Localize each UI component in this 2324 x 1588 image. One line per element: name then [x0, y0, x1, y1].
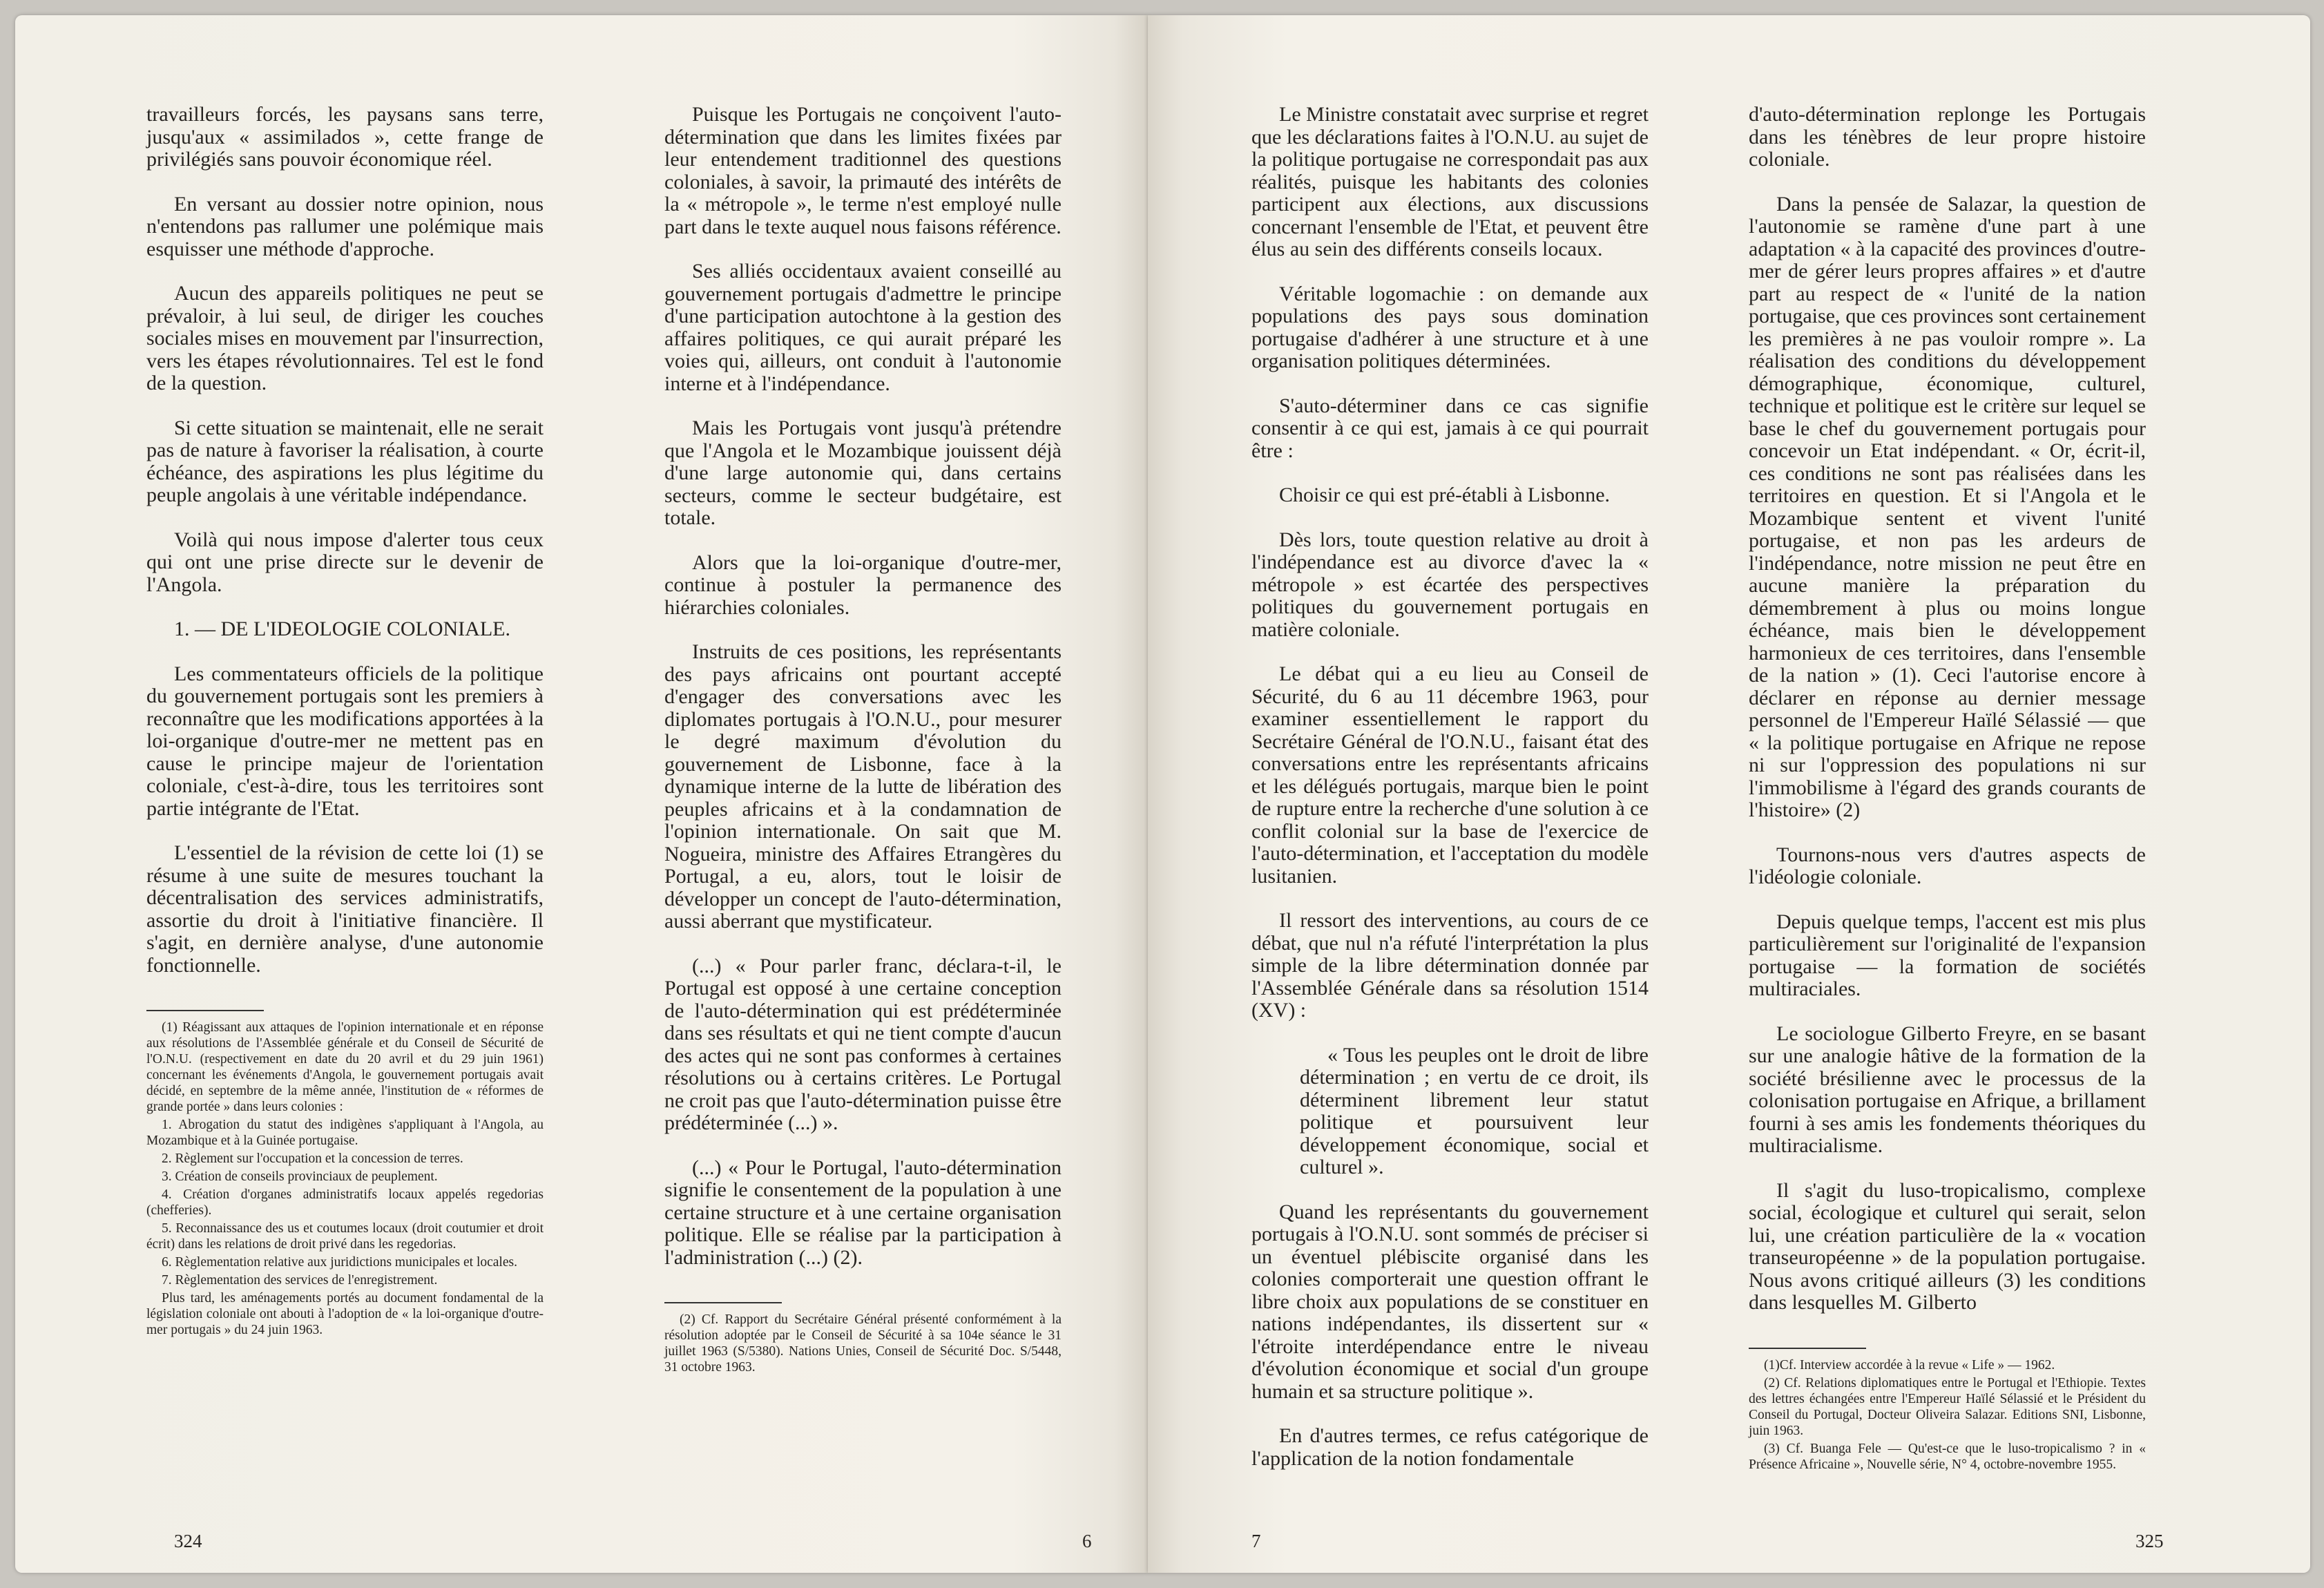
- right-page: [1148, 15, 2310, 1573]
- paragraph: Choisir ce qui est pré-établi à Lisbonne.: [1279, 484, 1611, 506]
- column-4: [1749, 104, 2146, 1475]
- footnotes: [664, 1312, 1062, 1375]
- paragraph: En d'autres termes, ce refus catégorique de l'application de la notion fondamentale: [1251, 1424, 1649, 1470]
- footnote: 5. Reconnaissance des us et coutumes locaux (droit coutumier et droit écrit) dans les relations de droit privé dans les regedorias.: [146, 1221, 544, 1252]
- paragraph: Le Ministre constatait avec surprise et regret que les déclarations faites à l'O.N.U. au sujet de la politique portugaise ne correspondait pas aux réalités, puisque les habitants des colonies participent aux élections, aux discussions concernant l'ensemble de l'Etat, et peuvent être élus au sein des différents conseils locaux.: [1251, 103, 1649, 260]
- paragraph: S'auto-déterminer dans ce cas signifie consentir à ce qui est, jamais à ce qui pourrait être :: [1251, 394, 1649, 462]
- paragraph: Instruits de ces positions, les représentants des pays africains ont pourtant accepté d'engager des conversations avec les diplomates portugais à l'O.N.U., pour mesurer le degré maximum d'évolution du gouvernement de Lisbonne, face à la dynamique interne de la lutte de libération des peuples africains et à la condamnation de l'opinion internationale. On sait que M. Nogueira, ministre des Affaires Etrangères du Portugal, a eu, alors, tout le loisir de développer un concept de l'auto-détermination, aussi aberrant que mystificateur.: [664, 640, 1062, 932]
- paragraph: Ses alliés occidentaux avaient conseillé au gouvernement portugais d'admettre le principe d'une participation autochtone à la gestion des affaires politiques, ce qui aurait préparé les voies qui, ailleurs, ont conduit à l'autonomie interne et à l'indépendance.: [664, 260, 1062, 395]
- paragraph: Quand les représentants du gouvernement portugais à l'O.N.U. sont sommés de préciser si un éventuel plébiscite organisé dans les colonies comporterait une question offrant le libre choix aux populations de se constituer en nations indépendantes, ils dissertent sur « l'étroite interdépendance entre le niveau d'évolution économique et social d'un groupe humain et sa structure politique ».: [1251, 1200, 1649, 1403]
- paragraph: Puisque les Portugais ne conçoivent l'auto-détermination que dans les limites fixées par leur entendement traditionnel des questions coloniales, à savoir, la primauté des intérêts de la « métropole », le terme n'est employé nulle part dans le texte auquel nous faisons référence.: [664, 103, 1062, 238]
- paragraph: En versant au dossier notre opinion, nous n'entendons pas rallumer une polémique mais esquisser une méthode d'approche.: [146, 192, 544, 260]
- paragraph: (...) « Pour parler franc, déclara-t-il, le Portugal est opposé à une certaine conception de l'auto-détermination qui est prédéterminée dans ses résultats et qui ne tient compte d'aucun des actes qui ne sont pas conformes à certaines résolutions ou à certains critères. Le Portugal ne croit pas que l'auto-détermination puisse être prédéterminée (...) ».: [664, 954, 1062, 1134]
- footnote: (2) Cf. Rapport du Secrétaire Général présenté conformément à la résolution adoptée par le Conseil de Sécurité à sa 104e séance le 31 juillet 1963 (S/5380). Nations Unies, Conseil de Sécurité Doc. S/5448, 31 octobre 1963.: [664, 1312, 1062, 1375]
- paragraph: L'essentiel de la révision de cette loi (1) se résume à une suite de mesures touchant la décentralisation des services administratifs, assortie du droit à l'initiative financière. Il s'agit, en dernière analyse, d'une autonomie fonctionnelle.: [146, 841, 544, 977]
- footnote: 4. Création d'organes administratifs locaux appelés regedorias (chefferies).: [146, 1187, 544, 1218]
- block-quote: « Tous les peuples ont le droit de libre détermination ; en vertu de ce droit, ils déterminent librement leur statut politique et poursuivent leur développement économique, social et culturel ».: [1300, 1043, 1649, 1178]
- left-page: [15, 15, 1148, 1573]
- paragraph: Il s'agit du luso-tropicalismo, complexe social, écologique et culturel qui serait, selon lui, une création particulière de la « vocation transeuropéenne » de la population portugaise. Nous avons critiqué ailleurs (3) les conditions dans lesquelles M. Gilberto: [1749, 1178, 2146, 1314]
- paragraph: Mais les Portugais vont jusqu'à prétendre que l'Angola et le Mozambique jouissent déjà d'une large autonomie qui, dans certains secteurs, comme le secteur budgétaire, est totale.: [664, 417, 1062, 529]
- footnote: 2. Règlement sur l'occupation et la concession de terres.: [162, 1151, 463, 1166]
- footnote: (3) Cf. Buanga Fele — Qu'est-ce que le luso-tropicalismo ? in « Présence Africaine », Nouvelle série, N° 4, octobre-novembre 1955.: [1749, 1441, 2146, 1472]
- paragraph: Dès lors, toute question relative au droit à l'indépendance est au divorce d'avec la « métropole » est écartée des perspectives politiques du gouvernement portugais en matière coloniale.: [1251, 528, 1649, 641]
- column-1: [146, 104, 544, 1340]
- paragraph: Le débat qui a eu lieu au Conseil de Sécurité, du 6 au 11 décembre 1963, pour examiner essentiellement le rapport du Secrétaire Général de l'O.N.U., faisant état des conversations entre les représentants africains et les délégués portugais, marque bien le point de rupture entre la recherche d'une solution à ce conflit colonial sur la base de l'exercice de l'auto-détermination, et l'acceptation du modèle lusitanien.: [1251, 662, 1649, 888]
- section-heading: 1. — DE L'IDEOLOGIE COLONIALE.: [174, 618, 510, 640]
- paragraph: Tournons-nous vers d'autres aspects de l'idéologie coloniale.: [1749, 843, 2146, 888]
- paragraph: Il ressort des interventions, au cours de ce débat, que nul n'a réfuté l'interprétation la plus simple de la libre détermination donnée par l'Assemblée Générale dans sa résolution 1514 (XV) :: [1251, 909, 1649, 1022]
- column-3: [1251, 104, 1649, 1492]
- paragraph: travailleurs forcés, les paysans sans terre, jusqu'aux « assimilados », cette frange de privilégiés sans pouvoir économique réel.: [146, 103, 544, 171]
- paragraph: Si cette situation se maintenait, elle ne serait pas de nature à favoriser la réalisation, à courte échéance, des aspirations les plus légitime du peuple angolais à une véritable indépendance.: [146, 416, 544, 506]
- page-number: 7: [1251, 1531, 1261, 1551]
- footnote-rule: [1749, 1348, 1866, 1349]
- footnote-rule: [146, 1010, 264, 1011]
- footnotes: [146, 1020, 544, 1338]
- footnote: Plus tard, les aménagements portés au document fondamental de la législation coloniale ont abouti à l'adoption de « la loi-organique d'outre-mer portugais » du 24 juin 1963.: [146, 1291, 544, 1337]
- paragraph: Depuis quelque temps, l'accent est mis plus particulièrement sur l'originalité de l'expansion portugaise — la formation de sociétés multiraciales.: [1749, 910, 2146, 1000]
- footnote-rule: [664, 1302, 782, 1303]
- paragraph: Aucun des appareils politiques ne peut se prévaloir, à lui seul, de diriger les couches sociales mises en mouvement par l'insurrection, vers les étapes révolutionnaires. Tel est le fond de la question.: [146, 282, 544, 394]
- footnote: (1) Réagissant aux attaques de l'opinion internationale et en réponse aux résolutions de l'Assemblée générale et du Conseil de Sécurité de l'O.N.U. (respectivement en date du 20 avril et du 29 juin 1961) concernant les événements d'Angola, le gouvernement portugais avait décidé, en septembre de la même année, l'institution de « réformes de grande portée » dans leurs colonies :: [146, 1020, 544, 1114]
- footnotes: [1749, 1357, 2146, 1473]
- page-number: 324: [174, 1531, 202, 1551]
- paragraph: Dans la pensée de Salazar, la question de l'autonomie se ramène d'une part à une adaptation « à la capacité des provinces d'outre-mer de gérer leurs propres affaires » et d'autre part au respect de « l'unité de la nation portugaise, que ces provinces sont certainement les premières à ne pas vouloir rompre ». La réalisation des conditions du développement démographique, économique, culturel, technique et politique est le critère sur lequel se base le chef du gouvernement portugais pour concevoir un Etat indépendant. « Or, écrit-il, ces conditions ne sont pas réalisées dans les territoires en question. Et si l'Angola et le Mozambique sentent et vivent l'unité portugaise, et non pas les ardeurs de l'indépendance, notre mission ne peut être en aucune manière la préparation du démembrement à plus ou moins longue échéance, mais bien le développement harmonieux de ces territoires, dans l'ensemble de la nation » (1). Ceci l'autorise encore à déclarer en réponse au dernier message personnel de l'Empereur Haïlé Sélassié — que « la politique portugaise en Afrique ne repose ni sur l'oppression des populations ni sur l'immobilisme à l'égard des grands courants de l'histoire» (2): [1749, 192, 2146, 821]
- paragraph: Voilà qui nous impose d'alerter tous ceux qui ont une prise directe sur le devenir de l'Angola.: [146, 528, 544, 596]
- paragraph: Le sociologue Gilberto Freyre, en se basant sur une analogie hâtive de la formation de la société brésilienne avec le processus de la colonisation portugaise en Afrique, a brillament fourni à ses amis les fondements théoriques du multiracialisme.: [1749, 1022, 2146, 1157]
- paragraph: Véritable logomachie : on demande aux populations des pays sous domination portugaise d'adhérer à une structure et à une organisation politiques déterminées.: [1251, 282, 1649, 372]
- footnote: 1. Abrogation du statut des indigènes s'appliquant à l'Angola, au Mozambique et à la Guinée portugaise.: [146, 1118, 544, 1148]
- paragraph: d'auto-détermination replonge les Portugais dans les ténèbres de leur propre histoire coloniale.: [1749, 103, 2146, 171]
- page-number: 6: [1082, 1531, 1092, 1551]
- column-2: [664, 104, 1062, 1377]
- footnote: 3. Création de conseils provinciaux de peuplement.: [162, 1169, 438, 1184]
- paragraph: Alors que la loi-organique d'outre-mer, continue à postuler la permanence des hiérarchies coloniales.: [664, 551, 1062, 619]
- footnote: (1)Cf. Interview accordée à la revue « Life » — 1962.: [1764, 1357, 2055, 1372]
- paragraph: (...) « Pour le Portugal, l'auto-détermination signifie le consentement de la population à une certaine structure et à une certaine organisation politique. Elle se réalise par la participation à l'administration (...) (2).: [664, 1156, 1062, 1269]
- page-number: 325: [2135, 1531, 2164, 1551]
- paragraph: Les commentateurs officiels de la politique du gouvernement portugais sont les premiers à reconnaître que les modifications apportées à la loi-organique d'outre-mer ne mettent pas en cause le principe majeur de l'orientation coloniale, c'est-à-dire, tous les territoires sont partie intégrante de l'Etat.: [146, 662, 544, 820]
- footnote: 6. Règlementation relative aux juridictions municipales et locales.: [162, 1255, 517, 1270]
- footnote: 7. Règlementation des services de l'enregistrement.: [162, 1273, 438, 1288]
- footnote: (2) Cf. Relations diplomatiques entre le Portugal et l'Ethiopie. Textes des lettres échangées entre l'Empereur Haïlé Sélassié et le Président du Conseil du Portugal, Docteur Oliveira Salazar. Editions SNI, Lisbonne, juin 1963.: [1749, 1375, 2146, 1438]
